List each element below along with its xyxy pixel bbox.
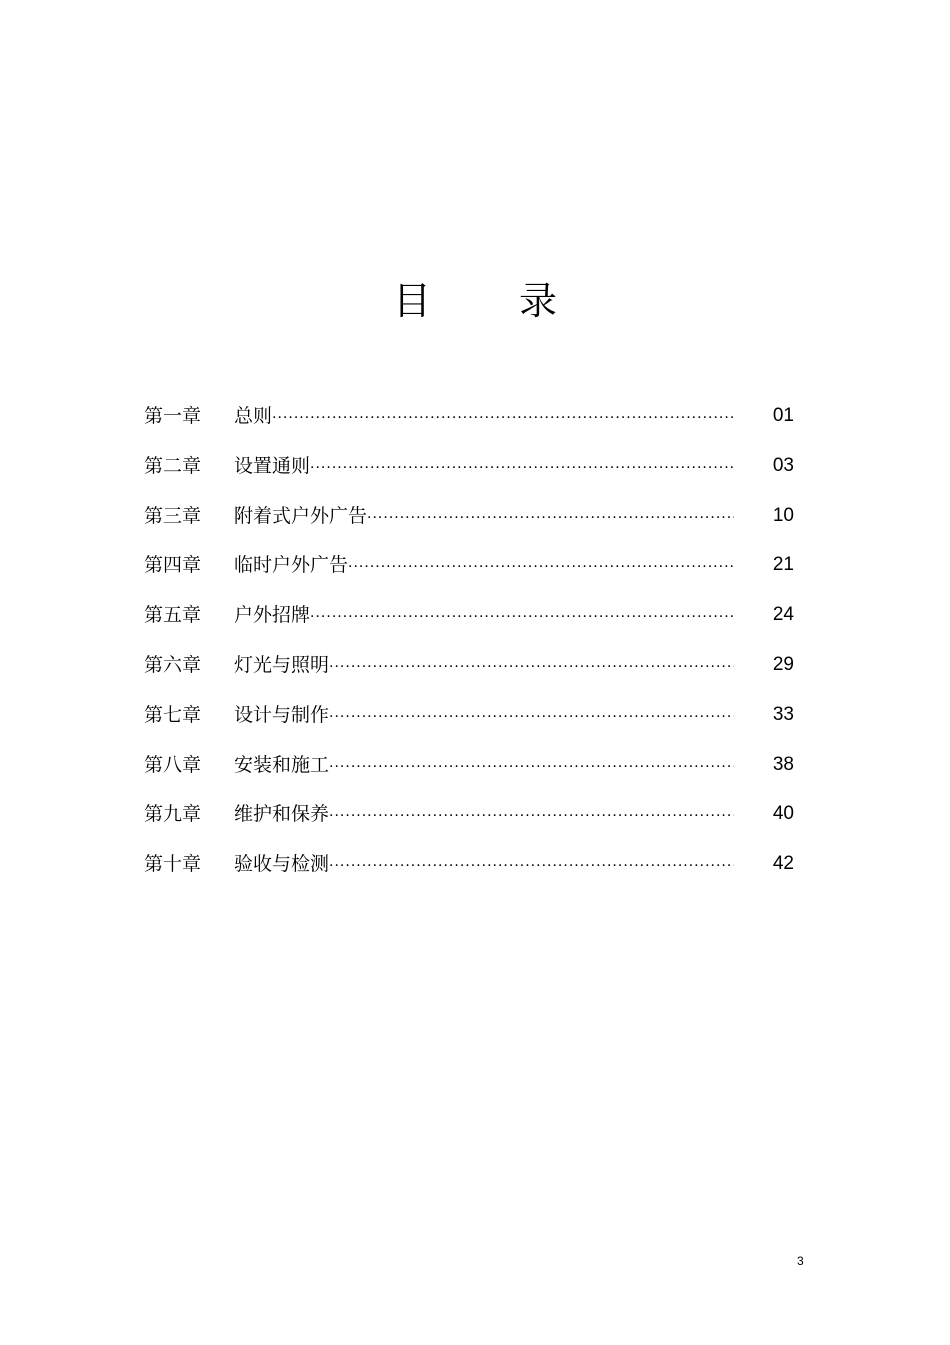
- toc-entry[interactable]: [144, 496, 794, 546]
- toc-page-number: 33: [772, 703, 794, 725]
- toc-chapter-label: 第三章: [144, 504, 202, 527]
- toc-chapter-label: 第二章: [144, 454, 202, 477]
- toc-title-line: [234, 794, 734, 836]
- toc-title-line: [234, 446, 734, 488]
- toc-chapter-label: 第六章: [144, 653, 202, 676]
- toc-chapter-label: 第五章: [144, 604, 202, 627]
- toc-dot-leader: [367, 498, 734, 538]
- toc-title: 临时户外广告: [234, 554, 349, 577]
- toc-title-line: [234, 545, 734, 587]
- toc-entry[interactable]: [144, 645, 794, 695]
- toc-page-number: 21: [772, 554, 794, 576]
- toc-title-line: [234, 844, 734, 886]
- toc-title: 户外招牌: [234, 604, 311, 627]
- toc-page-number: 03: [772, 454, 794, 476]
- toc-page-number: 10: [772, 504, 794, 526]
- toc-title-line: [234, 745, 734, 787]
- toc-chapter-label: 第九章: [144, 803, 202, 826]
- toc-dot-leader: [329, 647, 734, 687]
- toc-dot-leader: [329, 796, 734, 836]
- page-number: 3: [797, 1254, 804, 1268]
- toc-page-number: 01: [772, 405, 794, 426]
- toc-title-line: [234, 645, 734, 687]
- toc-entry[interactable]: [144, 446, 794, 496]
- toc-entry[interactable]: [144, 844, 794, 894]
- toc-title-line: [234, 595, 734, 637]
- toc-title-line: [234, 695, 734, 737]
- toc-chapter-label: 第八章: [144, 753, 202, 776]
- toc-dot-leader: [329, 697, 734, 737]
- toc-dot-leader: [329, 747, 734, 787]
- toc-chapter-label: 第四章: [144, 554, 202, 577]
- toc-dot-leader: [348, 547, 734, 587]
- toc-title-line: [234, 396, 734, 438]
- toc-title: 灯光与照明: [234, 653, 330, 676]
- toc-title: 设置通则: [234, 454, 311, 477]
- toc-entry[interactable]: [144, 695, 794, 745]
- toc-dot-leader: [329, 846, 734, 886]
- toc-title: 总则: [234, 405, 273, 427]
- toc-title: 安装和施工: [234, 753, 330, 776]
- toc-page-number: 40: [772, 803, 794, 825]
- toc-page-number: 42: [772, 853, 794, 875]
- toc-dot-leader: [272, 398, 734, 438]
- toc-dot-leader: [310, 597, 734, 637]
- toc-entry[interactable]: [144, 396, 794, 446]
- toc-dot-leader: [310, 448, 734, 488]
- toc-title: 附着式户外广告: [234, 504, 368, 527]
- table-of-contents: [144, 396, 794, 894]
- toc-chapter-label: 第七章: [144, 703, 202, 726]
- toc-entry[interactable]: [144, 545, 794, 595]
- toc-title: 维护和保养: [234, 803, 330, 826]
- toc-title: 验收与检测: [234, 853, 330, 876]
- toc-page-number: 24: [772, 604, 794, 626]
- toc-title: 设计与制作: [234, 703, 330, 726]
- toc-entry[interactable]: [144, 595, 794, 645]
- toc-chapter-label: 第一章: [144, 405, 202, 427]
- toc-page-number: 29: [772, 653, 794, 675]
- toc-chapter-label: 第十章: [144, 853, 202, 876]
- toc-title-line: [234, 496, 734, 538]
- toc-page-number: 38: [772, 753, 794, 775]
- toc-entry[interactable]: [144, 745, 794, 795]
- page-title: 目 录: [392, 279, 596, 323]
- toc-entry[interactable]: [144, 794, 794, 844]
